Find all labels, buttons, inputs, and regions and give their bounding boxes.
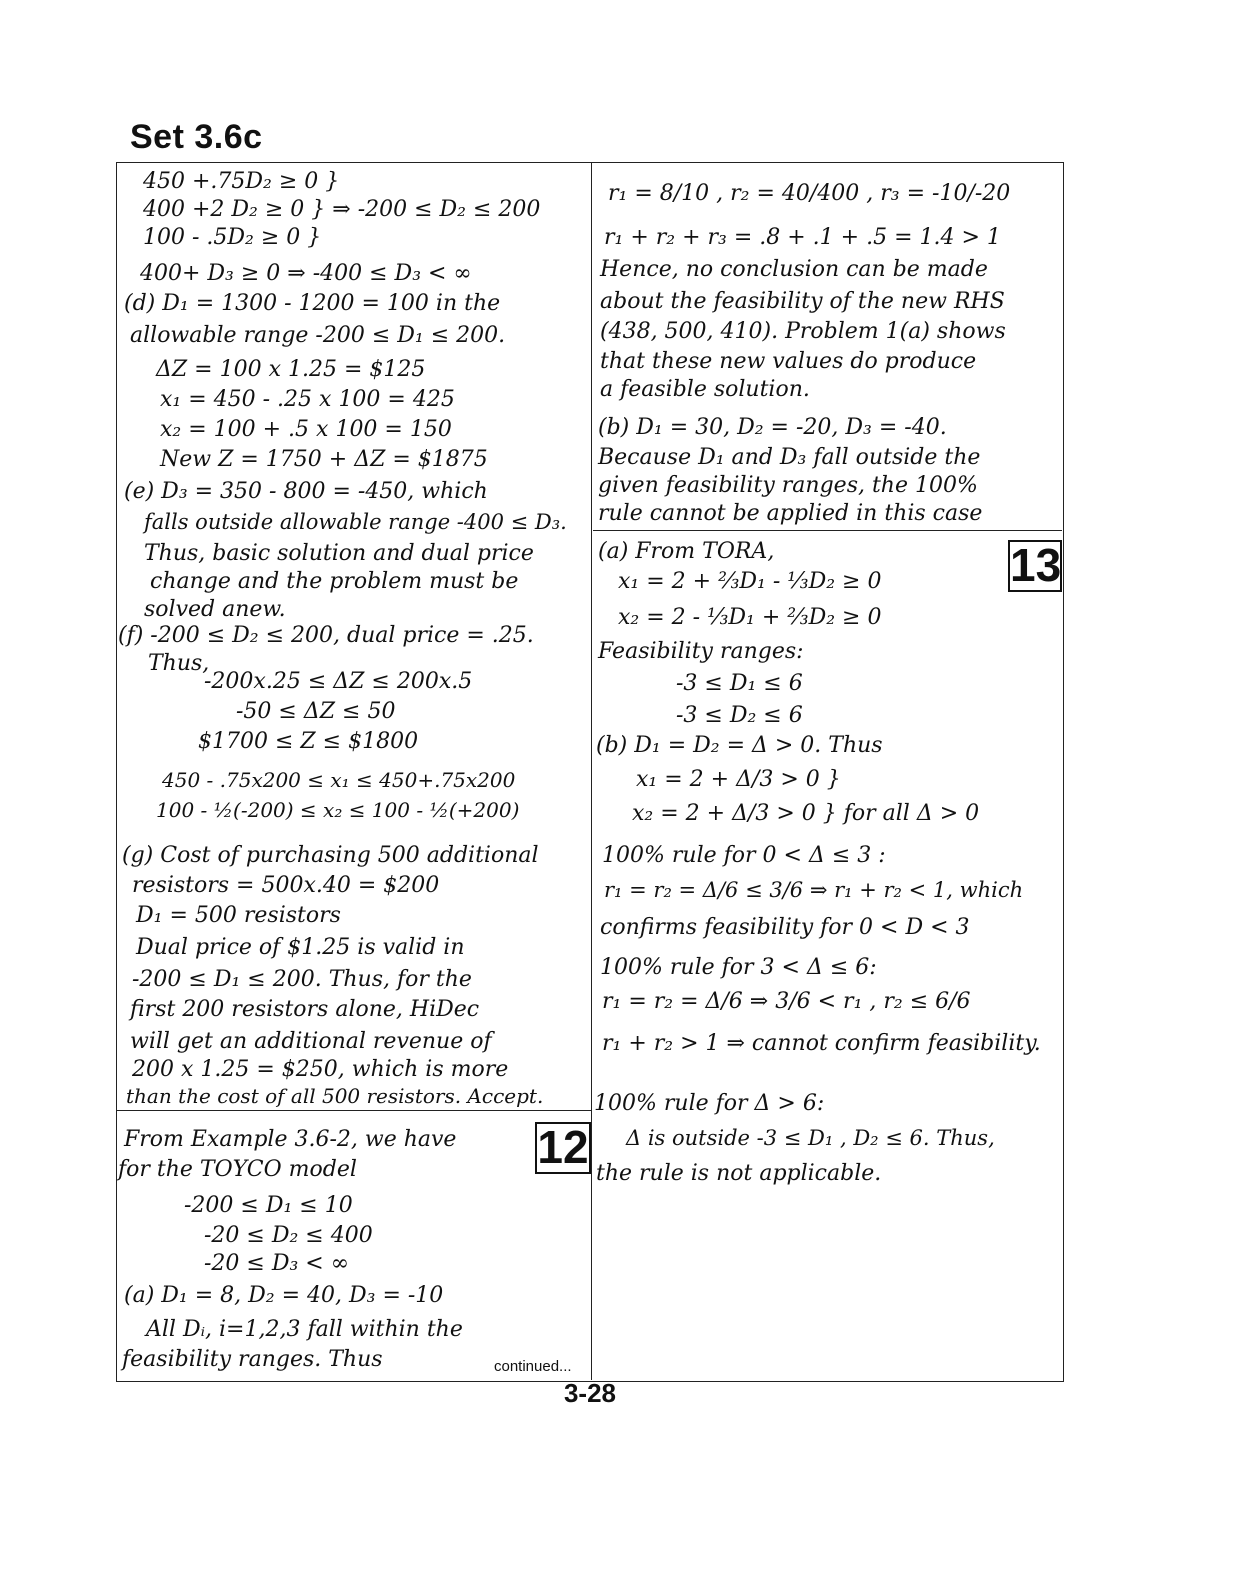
problem-13-line: (b) D₁ = D₂ = Δ > 0. Thus: [596, 733, 883, 758]
problem-12-line: (a) D₁ = 8, D₂ = 40, D₃ = -10: [124, 1283, 444, 1308]
solution-line: -200 ≤ D₁ ≤ 200. Thus, for the: [132, 967, 472, 992]
solution-line: r₁ + r₂ + r₃ = .8 + .1 + .5 = 1.4 > 1: [604, 225, 1001, 250]
solution-line: first 200 resistors alone, HiDec: [130, 997, 480, 1022]
solution-line: -200x.25 ≤ ΔZ ≤ 200x.5: [204, 669, 473, 694]
problem-13-line: confirms feasibility for 0 < D < 3: [600, 915, 970, 940]
solution-line: given feasibility ranges, the 100%: [598, 473, 978, 498]
column-divider: [591, 162, 592, 1380]
solution-line: about the feasibility of the new RHS: [600, 289, 1005, 314]
problem-13-line: r₁ = r₂ = Δ/6 ≤ 3/6 ⇒ r₁ + r₂ < 1, which: [604, 878, 1024, 902]
solution-line: 400+ D₃ ≥ 0 ⇒ -400 ≤ D₃ < ∞: [140, 261, 472, 286]
problem-13-line: r₁ = r₂ = Δ/6 ⇒ 3/6 < r₁ , r₂ ≤ 6/6: [602, 989, 971, 1014]
solution-line: will get an additional revenue of: [130, 1029, 492, 1054]
problem-13-line: x₂ = 2 + Δ/3 > 0 } for all Δ > 0: [632, 801, 980, 826]
problem-12-line: All Dᵢ, i=1,2,3 fall within the: [146, 1317, 463, 1342]
solution-line: x₂ = 100 + .5 x 100 = 150: [160, 417, 452, 442]
problem-13-line: Feasibility ranges:: [598, 639, 804, 664]
solution-line: 450 - .75x200 ≤ x₁ ≤ 450+.75x200: [162, 768, 516, 792]
solution-line: $1700 ≤ Z ≤ $1800: [198, 729, 419, 754]
problem-13-line: x₁ = 2 + ⅔D₁ - ⅓D₂ ≥ 0: [618, 569, 882, 594]
solution-line: -50 ≤ ΔZ ≤ 50: [236, 699, 396, 724]
solution-line: Thus,: [148, 651, 210, 676]
solution-line: Hence, no conclusion can be made: [600, 257, 988, 282]
solution-line: that these new values do produce: [600, 349, 977, 374]
continued-note: continued...: [494, 1358, 572, 1375]
solution-line: resistors = 500x.40 = $200: [132, 873, 440, 898]
solution-line: change and the problem must be: [150, 569, 519, 594]
solution-line: solved anew.: [144, 597, 286, 622]
solution-line: rule cannot be applied in this case: [598, 501, 983, 526]
problem-13-line: Δ is outside -3 ≤ D₁ , D₂ ≤ 6. Thus,: [626, 1126, 995, 1150]
solution-line: ΔZ = 100 x 1.25 = $125: [156, 357, 426, 382]
page-number: 3-28: [563, 1378, 617, 1408]
problem-13-line: -3 ≤ D₁ ≤ 6: [676, 671, 803, 696]
problem-13-line: 100% rule for 3 < Δ ≤ 6:: [600, 955, 877, 980]
problem-12-line: From Example 3.6-2, we have: [124, 1127, 457, 1152]
problem-12-line: -20 ≤ D₃ < ∞: [204, 1251, 350, 1276]
solution-line: a feasible solution.: [600, 377, 810, 402]
problem-13-line: -3 ≤ D₂ ≤ 6: [676, 703, 803, 728]
left-section-divider: [116, 1110, 591, 1111]
problem-13-line: x₂ = 2 - ⅓D₁ + ⅔D₂ ≥ 0: [618, 605, 882, 630]
problem-13-line: (a) From TORA,: [598, 539, 775, 564]
problem-12-line: feasibility ranges. Thus: [122, 1347, 383, 1372]
solution-line: 450 +.75D₂ ≥ 0 }: [143, 169, 340, 194]
problem-13-line: the rule is not applicable.: [596, 1161, 882, 1186]
solution-line: falls outside allowable range -400 ≤ D₃.: [144, 510, 567, 534]
solution-line: D₁ = 500 resistors: [136, 903, 341, 928]
solution-line: allowable range -200 ≤ D₁ ≤ 200.: [130, 323, 506, 348]
solution-line: than the cost of all 500 resistors. Accept.: [126, 1084, 544, 1108]
problem-12-line: -200 ≤ D₁ ≤ 10: [184, 1193, 353, 1218]
solution-line: x₁ = 450 - .25 x 100 = 425: [160, 387, 455, 412]
problem-12-line: for the TOYCO model: [118, 1157, 357, 1182]
problem-13-line: r₁ + r₂ > 1 ⇒ cannot confirm feasibility.: [602, 1031, 1041, 1056]
solution-line: (e) D₃ = 350 - 800 = -450, which: [124, 479, 488, 504]
solution-line: New Z = 1750 + ΔZ = $1875: [160, 447, 488, 472]
problem-12-line: -20 ≤ D₂ ≤ 400: [204, 1223, 373, 1248]
solution-line: Because D₁ and D₃ fall outside the: [598, 445, 981, 470]
solution-line: Thus, basic solution and dual price: [144, 541, 534, 566]
set-title: Set 3.6c: [130, 118, 263, 156]
problem-13-number: 13: [1010, 539, 1062, 591]
solution-line: 200 x 1.25 = $250, which is more: [132, 1057, 509, 1082]
solution-line: (d) D₁ = 1300 - 1200 = 100 in the: [124, 291, 501, 316]
problem-13-line: 100% rule for Δ > 6:: [594, 1091, 825, 1116]
solution-line: 100 - ½(-200) ≤ x₂ ≤ 100 - ½(+200): [156, 798, 520, 822]
problem-13-line: x₁ = 2 + Δ/3 > 0 }: [636, 767, 841, 792]
solution-line: 100 - .5D₂ ≥ 0 }: [143, 225, 322, 250]
right-section-divider: [593, 530, 1062, 531]
problem-12-number: 12: [535, 1122, 591, 1174]
solution-line: 400 +2 D₂ ≥ 0 } ⇒ -200 ≤ D₂ ≤ 200: [143, 197, 541, 222]
solution-line: (f) -200 ≤ D₂ ≤ 200, dual price = .25.: [118, 623, 534, 648]
solution-line: (g) Cost of purchasing 500 additional: [122, 843, 539, 868]
solution-line: r₁ = 8/10 , r₂ = 40/400 , r₃ = -10/-20: [608, 181, 1011, 206]
solution-line: (438, 500, 410). Problem 1(a) shows: [600, 319, 1006, 344]
problem-13-line: 100% rule for 0 < Δ ≤ 3 :: [602, 843, 886, 868]
solution-line: (b) D₁ = 30, D₂ = -20, D₃ = -40.: [598, 415, 947, 440]
solution-line: Dual price of $1.25 is valid in: [136, 935, 465, 960]
